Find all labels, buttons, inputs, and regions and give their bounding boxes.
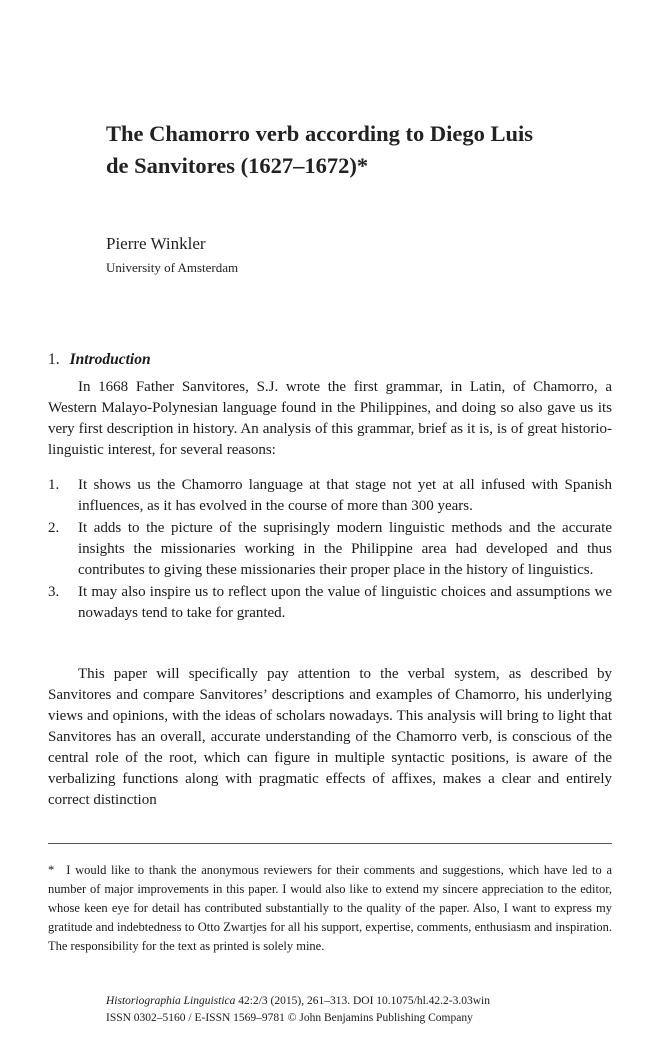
list-item-number: 2. (48, 520, 60, 536)
journal-issn: ISSN 0302–5160 / E-ISSN 1569–9781 © John Benjamins Publishing Company (106, 1012, 473, 1024)
footnote-text: I would like to thank the anonymous reviewers for their comments and suggestions, which have led to a number of major improvements in this paper. I would also like to extend my sincere appreciation to the editor, whose keen eye for detail has contributed substantially to the quality of the paper. Also, I want to express my gratitude and indebtedness to Otto Zwartjes for all his support, expertise, comments, enthusiasm and inspiration. The responsibility for the text as printed is solely mine. (48, 863, 612, 953)
journal-name: Historiographia Linguistica (106, 995, 236, 1007)
author-affiliation: University of Amsterdam (106, 260, 239, 275)
section-title: Introduction (69, 351, 151, 368)
body-paragraph: This paper will specifically pay attention to the verbal system, as described by Sanvitores and compare Sanvitores’ descriptions and examples of Chamorro, his underlying views and opinions, with the ideas of scholars nowadays. This analysis will bring to light that Sanvitores has an overall, accurate understanding of the Chamorro verb, is conscious of the central role of the root, which can figure in multiple syntactic positions, is aware of the verbalizing functions along with pragmatic effects of affixes, makes a clear and entirely correct distinction (48, 666, 612, 808)
reasons-list (48, 475, 612, 625)
list-item (48, 475, 612, 517)
journal-citation-line (106, 993, 490, 1010)
list-item-number: 1. (48, 477, 60, 493)
list-item (48, 582, 612, 624)
section-number: 1. (48, 351, 60, 368)
journal-info (106, 993, 490, 1027)
list-item-text: It shows us the Chamorro language at that stage not yet at all infused with Spanish influences, as it has evolved in the course of more than 300 years. (78, 477, 612, 514)
title-line-1: The Chamorro verb according to Diego Luis (106, 121, 534, 146)
list-item-text: It adds to the picture of the suprisingly modern linguistic methods and the accurate insights the missionaries working in the Philippine area had developed and thus contributes to giving these missionaries their proper place in the history of linguistics. (78, 520, 612, 578)
article-title (106, 118, 626, 182)
footnote-divider (48, 843, 612, 844)
list-item (48, 518, 612, 581)
intro-paragraph: In 1668 Father Sanvitores, S.J. wrote the first grammar, in Latin, of Chamorro, a Western Malayo-Polynesian language found in the Philippines, and doing so also gave us its very first description in history. An analysis of this grammar, brief as it is, is of great historio-linguistic interest, for several reasons: (48, 379, 612, 458)
section-heading (48, 351, 151, 369)
title-line-2: de Sanvitores (1627–1672)* (106, 153, 369, 178)
footnote (48, 861, 612, 956)
list-item-text: It may also inspire us to reflect upon the value of linguistic choices and assumptions we nowadays tend to take for granted. (78, 584, 612, 621)
footnote-marker: * (48, 863, 55, 877)
list-item-number: 3. (48, 584, 60, 600)
author-name: Pierre Winkler (106, 234, 206, 253)
journal-citation: 42:2/3 (2015), 261–313. DOI 10.1075/hl.42.2-3.03win (235, 995, 490, 1007)
